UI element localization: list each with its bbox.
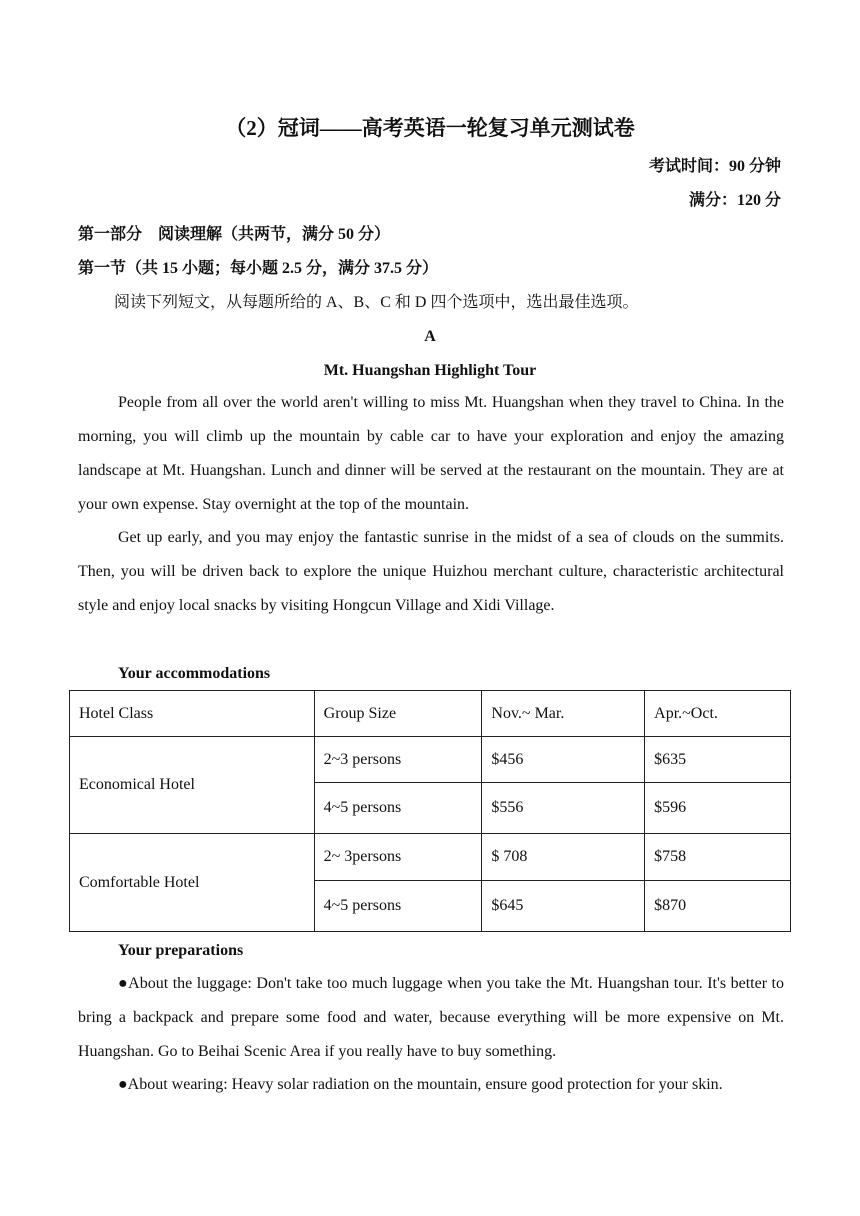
exam-time: 考试时间：90 分钟: [648, 158, 781, 175]
price-cell: $645: [482, 881, 645, 932]
passage-paragraph-1: People from all over the world aren't willing to miss Mt. Huangshan when they travel to China. In the morning, you will climb up the mountain by cable car to have your exploration and enjoy the amazing landscape at Mt. Huangshan. Lunch and dinner will be served at the restaurant on the mountain. They are at your own expense. Stay overnight at the top of the mountain.: [78, 394, 784, 513]
table-header-cell: Hotel Class: [70, 691, 315, 737]
price-cell: $596: [645, 783, 791, 834]
preparation-luggage: ●About the luggage: Don't take too much luggage when you take the Mt. Huangshan tour. It's better to bring a backpack and prepare some food and water, because everything will be more expensive on Mt. Huangshan. Go to Beihai Scenic Area if you really have to buy something.: [78, 975, 784, 1060]
subsection-heading: 第一节（共 15 小题；每小题 2.5 分，满分 37.5 分）: [78, 260, 439, 277]
price-cell: $758: [645, 834, 791, 881]
table-header-cell: Group Size: [314, 691, 482, 737]
table-row: [70, 834, 791, 881]
preparations-heading: Your preparations: [118, 942, 244, 959]
hotel-class-cell: Comfortable Hotel: [70, 834, 315, 932]
price-cell: $635: [645, 737, 791, 783]
table-row: [70, 737, 791, 783]
passage-paragraph-2: Get up early, and you may enjoy the fantastic sunrise in the midst of a sea of clouds on the summits. Then, you will be driven back to explore the unique Huizhou merchant culture, characteristic architectural style and enjoy local snacks by visiting Hongcun Village and Xidi Village.: [78, 529, 784, 614]
instruction-text: 阅读下列短文，从每题所给的 A、B、C 和 D 四个选项中，选出最佳选项。: [114, 294, 639, 311]
price-cell: $ 708: [482, 834, 645, 881]
full-score: 满分：120 分: [688, 192, 781, 209]
price-cell: $456: [482, 737, 645, 783]
part-heading: 第一部分 阅读理解（共两节，满分 50 分）: [78, 226, 391, 243]
price-cell: $556: [482, 783, 645, 834]
group-size-cell: 4~5 persons: [314, 783, 482, 834]
table-header-cell: Nov.~ Mar.: [482, 691, 645, 737]
table-header-row: [70, 691, 791, 737]
table-header-cell: Apr.~Oct.: [645, 691, 791, 737]
page-title: （2）冠词——高考英语一轮复习单元测试卷: [225, 116, 635, 140]
group-size-cell: 2~ 3persons: [314, 834, 482, 881]
preparation-wearing: ●About wearing: Heavy solar radiation on the mountain, ensure good protection for your skin.: [118, 1076, 723, 1093]
group-size-cell: 4~5 persons: [314, 881, 482, 932]
accommodations-heading: Your accommodations: [118, 665, 271, 682]
group-size-cell: 2~3 persons: [314, 737, 482, 783]
price-cell: $870: [645, 881, 791, 932]
accommodations-table: [69, 690, 791, 932]
hotel-class-cell: Economical Hotel: [70, 737, 315, 834]
passage-title: Mt. Huangshan Highlight Tour: [323, 362, 537, 379]
passage-label: A: [424, 328, 436, 345]
